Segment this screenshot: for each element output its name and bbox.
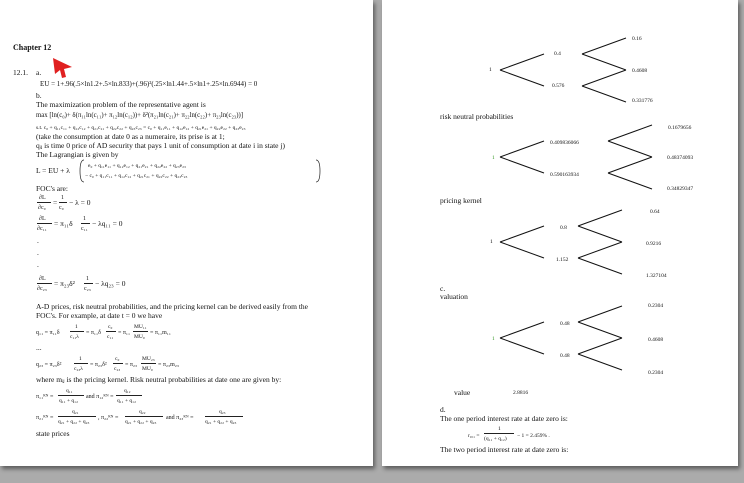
tree2-ud: 0.48374093 [667, 155, 694, 161]
q23-f1-num: 1 [79, 356, 82, 362]
tree-diagrams [382, 0, 738, 466]
dot-3: . [37, 260, 39, 269]
rn11-den: q₁₁ + q₁₂ [59, 398, 79, 404]
q-note: qᵢⱼ is time 0 price of AD security that pays 1 unit of consumption at date i in state j) [36, 141, 285, 150]
foc2-den: ∂c₁₁ [37, 226, 47, 232]
tree1-ud: 0.4608 [632, 68, 648, 74]
q11-f1-num: 1 [75, 324, 78, 330]
tree2-root: 1 [492, 155, 495, 161]
tree3-dd: 1.327104 [646, 273, 667, 279]
one-period-text: The one period interest rate at date zero is: [440, 414, 568, 423]
rn-heading: risk neutral probabilities [440, 112, 514, 121]
state-prices-label: state prices [36, 429, 70, 438]
rn12-bar [116, 395, 142, 396]
valuation-heading: valuation [440, 292, 468, 301]
tree4-root: 1 [492, 336, 495, 342]
tree2-uu: 0.1679656 [668, 125, 692, 131]
foc3-bar [37, 283, 52, 284]
annotation-arrow-icon [53, 58, 72, 78]
q23-mid: = π₂₃δ² [90, 362, 107, 368]
tree-state-prices [500, 38, 626, 102]
part-d-label: d. [440, 405, 446, 414]
numeraire-note: (take the consumption at date 0 as a numeraire, its prise is at 1; [36, 132, 225, 141]
q23-f2-den: c₂₃ [114, 366, 121, 372]
dot-2: . [37, 248, 39, 257]
q11-f2-bar [106, 331, 116, 332]
part-c-label: c. [440, 284, 446, 293]
q11-mid2: = π₁₁ [118, 330, 131, 336]
foc-intro: FOC's are: [36, 184, 68, 193]
foc3-num: ∂L [39, 276, 46, 282]
q23-f3-den: MU₀ [142, 366, 153, 372]
two-period-text: The two period interest rate at date zero is: [440, 445, 569, 454]
q23-rest: = π₂₃m₂₃ [158, 362, 179, 368]
tree1-down: 0.576 [552, 83, 565, 89]
q23-f1-den: c₂₃λ [74, 366, 83, 372]
foc2-frac-den: c₁₁ [81, 226, 88, 232]
foc2-bar [37, 223, 52, 224]
tree4-up: 0.48 [560, 321, 570, 327]
q11-f3-bar [133, 331, 148, 332]
tree3-down: 1.152 [556, 257, 569, 263]
q11-f1-den: c₁₁λ [70, 334, 79, 340]
kernel-note: where mᵢⱼ is the pricing kernel. Risk neutral probabilities at date one are given by: [36, 375, 282, 384]
q11-f2-den: c₁₁ [107, 334, 114, 340]
q23-f2-num: c₀ [115, 356, 120, 362]
part-b-label: b. [36, 91, 42, 100]
foc3-frac-num: 1 [86, 276, 89, 282]
foc1-bar [37, 202, 51, 203]
rn22-den: q₂₁ + q₂₂ + q₂₃ [125, 419, 157, 425]
rn21-lhs: π₂₁ᴿᴺ = [36, 415, 54, 421]
rn12-num: q₁₂ [124, 388, 131, 394]
foc1-mid-bar [59, 202, 67, 203]
foc3-frac-den: c₂₃ [84, 286, 91, 292]
rate-den: (q₁₁ + q₁₂) [484, 436, 507, 442]
tree-pricing-kernel [500, 210, 622, 274]
rn23-den: q₂₁ + q₂₂ + q₂₃ [205, 419, 237, 425]
tree3-root: 1 [490, 239, 493, 245]
q11-f1-bar [70, 331, 84, 332]
value-label: value [454, 388, 471, 397]
max-objective: max [ln(c₀)+ δ(π₁₁ln(c₁₁)+ π₁₂ln(c₁₂))+ δ²(π₂₁ln(c₂₁)+ π₂₂ln(c₂₂)+ π₂₃ln(c₂₃))] [36, 112, 243, 119]
foc3-mid: = π₂₃δ² [54, 279, 75, 288]
problem-number: 12.1. [13, 68, 28, 77]
rate-bar [484, 433, 514, 434]
rn21-den: q₂₁ + q₂₂ + q₂₃ [58, 419, 90, 425]
tree3-ud: 0.9216 [646, 241, 662, 247]
foc1-mid-den: c₀ [59, 205, 64, 211]
tree3-uu: 0.64 [650, 209, 660, 215]
foc1-equals: = [53, 198, 58, 207]
rate-lhs: r₀,₁ = [468, 433, 480, 439]
rn22-lhs: , π₂₂ᴿᴺ = [98, 415, 119, 421]
rn11-bar [58, 395, 84, 396]
rn12-den: q₁₁ + q₁₂ [117, 398, 137, 404]
q23-f1-bar [74, 363, 88, 364]
tree1-up: 0.4 [554, 51, 561, 57]
left-page [0, 0, 373, 466]
chapter-title: Chapter 12 [13, 43, 52, 52]
tree3-up: 0.8 [560, 225, 567, 231]
q11-lhs: q₁₁ = π₁₁δ [36, 330, 60, 336]
rn23-bar [205, 416, 243, 417]
foc2-mid: = π₁₁δ [54, 219, 73, 228]
foc1-num: ∂L [39, 195, 46, 201]
value-amount: 2.8816 [513, 390, 529, 396]
rn21-bar [58, 416, 96, 417]
rn12-lhs: and π₁₂ᴿᴺ = [86, 394, 114, 400]
foc2-num: ∂L [39, 216, 46, 222]
rn11-lhs: π₁₁ᴿᴺ = [36, 394, 54, 400]
rn11-num: q₁₁ [66, 388, 73, 394]
ellipsis: ... [36, 343, 42, 352]
foc1-rest: − λ = 0 [69, 198, 91, 207]
tree2-up: 0.409836066 [550, 140, 579, 146]
q11-f3-den: MU₀ [134, 334, 145, 340]
q11-mid: = π₁₁δ [86, 330, 101, 336]
rate-num: 1 [498, 426, 501, 432]
tree4-ud: 0.4608 [648, 337, 664, 343]
subject-to: s.t. c₀ + q₁₁c₁₁ + q₁₂c₁₂ + q₂₁c₂₁ + q₂₂c₂₂ + q₂₃c₂₃ = c₀ + q₁₁e₁₁ + q₁₂e₁₂ + q₂₁e₂₁ + q₂₂e₂₂ + q₂₃e₂₃ [36, 125, 246, 131]
q23-lhs: q₂₃ = π₂₃δ² [36, 362, 62, 368]
foc3-frac-bar [84, 283, 93, 284]
foc2-frac-num: 1 [83, 216, 86, 222]
q23-mid2: = π₂₃ [125, 362, 138, 368]
lagrangian-lhs: L = EU + λ [36, 166, 70, 175]
tree2-dd: 0.34829347 [667, 186, 694, 192]
q11-rest: = π₁₁m₁₁ [150, 330, 171, 336]
q23-f3-num: MU₂₃ [142, 356, 155, 362]
rn22-bar [125, 416, 163, 417]
eu-equation: EU = 1+.96(.5×ln1.2+.5×ln.833)+(.96)²(.25×ln1.44+.5×ln1+.25×ln.6944) = 0 [40, 80, 258, 88]
rn23-num: q₂₃ [219, 409, 226, 415]
rn22-num: q₂₂ [139, 409, 146, 415]
tree4-dd: 0.2304 [648, 370, 664, 376]
tree1-uu: 0.16 [632, 36, 642, 42]
max-intro: The maximization problem of the representative agent is [36, 100, 206, 109]
foc2-rest: − λq₁₁ = 0 [92, 219, 123, 228]
pricing-kernel-heading: pricing kernel [440, 196, 482, 205]
foc1-mid-num: 1 [61, 195, 64, 201]
q23-f3-bar [141, 363, 156, 364]
left-page-graphics [0, 0, 373, 466]
dot-1: . [37, 236, 39, 245]
tree4-down: 0.48 [560, 353, 570, 359]
lagrangian-intro: The Lagrangian is given by [36, 150, 119, 159]
right-page [382, 0, 738, 466]
foc1-den: ∂c₀ [38, 205, 46, 211]
lagrangian-row1: e₀ + q₁₁e₁₁ + q₁₂e₁₂ + q₂₁e₂₁ + q₂₂e₂₂ + q₂₃e₂₃ [88, 163, 186, 169]
ad-intro-1: A-D prices, risk neutral probabilities, and the pricing kernel can be derived easily from the [36, 302, 308, 311]
q11-f3-num: MU₁₁ [134, 324, 147, 330]
rn21-num: q₂₁ [72, 409, 79, 415]
q11-f2-num: c₀ [108, 324, 113, 330]
tree1-root: 1 [489, 67, 492, 73]
part-a-label: a. [36, 68, 42, 77]
lagrangian-row2: − c₀ + q₁₁c₁₁ + q₁₂c₁₂ + q₂₁c₂₁ + q₂₂c₂₂ + q₂₃c₂₃ [85, 173, 188, 179]
tree1-dd: 0.331776 [632, 98, 653, 104]
foc3-rest: − λq₂₃ = 0 [95, 279, 126, 288]
foc2-frac-bar [81, 223, 90, 224]
ad-intro-2: FOC's. For example, at date t = 0 we have [36, 311, 163, 320]
rn23-lhs: and π₂₃ᴿᴺ = [166, 415, 194, 421]
tree-valuation [500, 306, 622, 370]
q23-f2-bar [113, 363, 123, 364]
tree-risk-neutral [500, 125, 652, 189]
foc3-den: ∂c₂₃ [37, 286, 47, 292]
rate-rest: − 1 = 2.459% . [517, 433, 550, 439]
tree4-uu: 0.2304 [648, 303, 664, 309]
tree2-down: 0.590163934 [550, 172, 579, 178]
